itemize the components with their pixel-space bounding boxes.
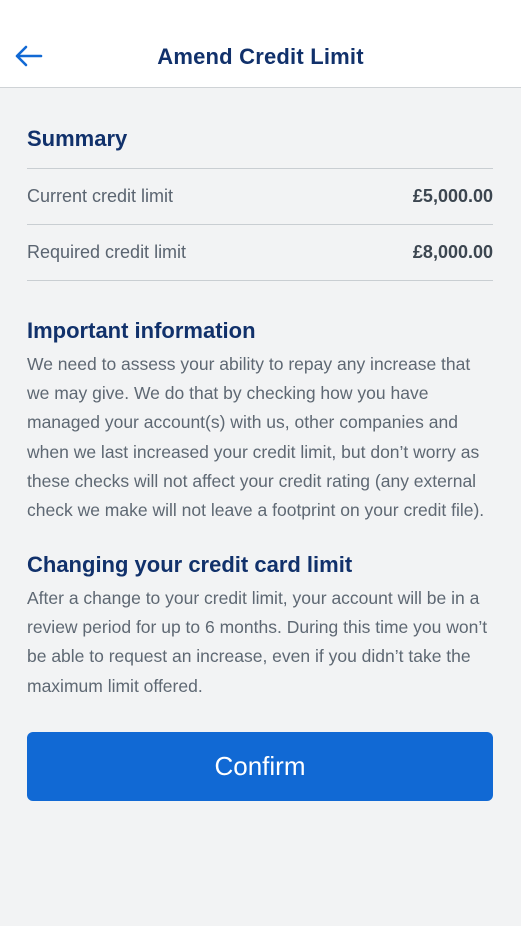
confirm-button[interactable]: Confirm <box>27 732 493 801</box>
app-header <box>0 0 521 88</box>
important-information-text: We need to assess your ability to repay any increase that we may give. We do that by checking how you have managed your account(s) with us, other companies and when we last increased your credit limit, but don’t worry as these checks will not affect your credit rating (any external check we make will not leave a footprint on your credit file). <box>27 354 485 521</box>
changing-limit-heading: Changing your credit card limit <box>27 552 353 577</box>
important-information-heading: Important information <box>27 318 256 343</box>
page-title: Amend Credit Limit <box>157 44 364 69</box>
current-limit-value: £5,000.00 <box>412 186 493 206</box>
current-limit-label: Current credit limit <box>27 186 174 206</box>
important-information-section <box>27 318 493 525</box>
summary-row-required-limit <box>27 225 493 281</box>
changing-limit-section <box>27 552 493 701</box>
summary-row-current-limit <box>27 169 493 225</box>
required-limit-label: Required credit limit <box>27 242 187 262</box>
changing-limit-text: After a change to your credit limit, your account will be in a review period for up to 6 months. During this time you won’t be able to request an increase, even if you didn’t take the maximum limit offered. <box>27 588 488 696</box>
summary-heading: Summary <box>27 126 128 151</box>
summary-table <box>27 168 493 281</box>
required-limit-value: £8,000.00 <box>412 242 493 262</box>
